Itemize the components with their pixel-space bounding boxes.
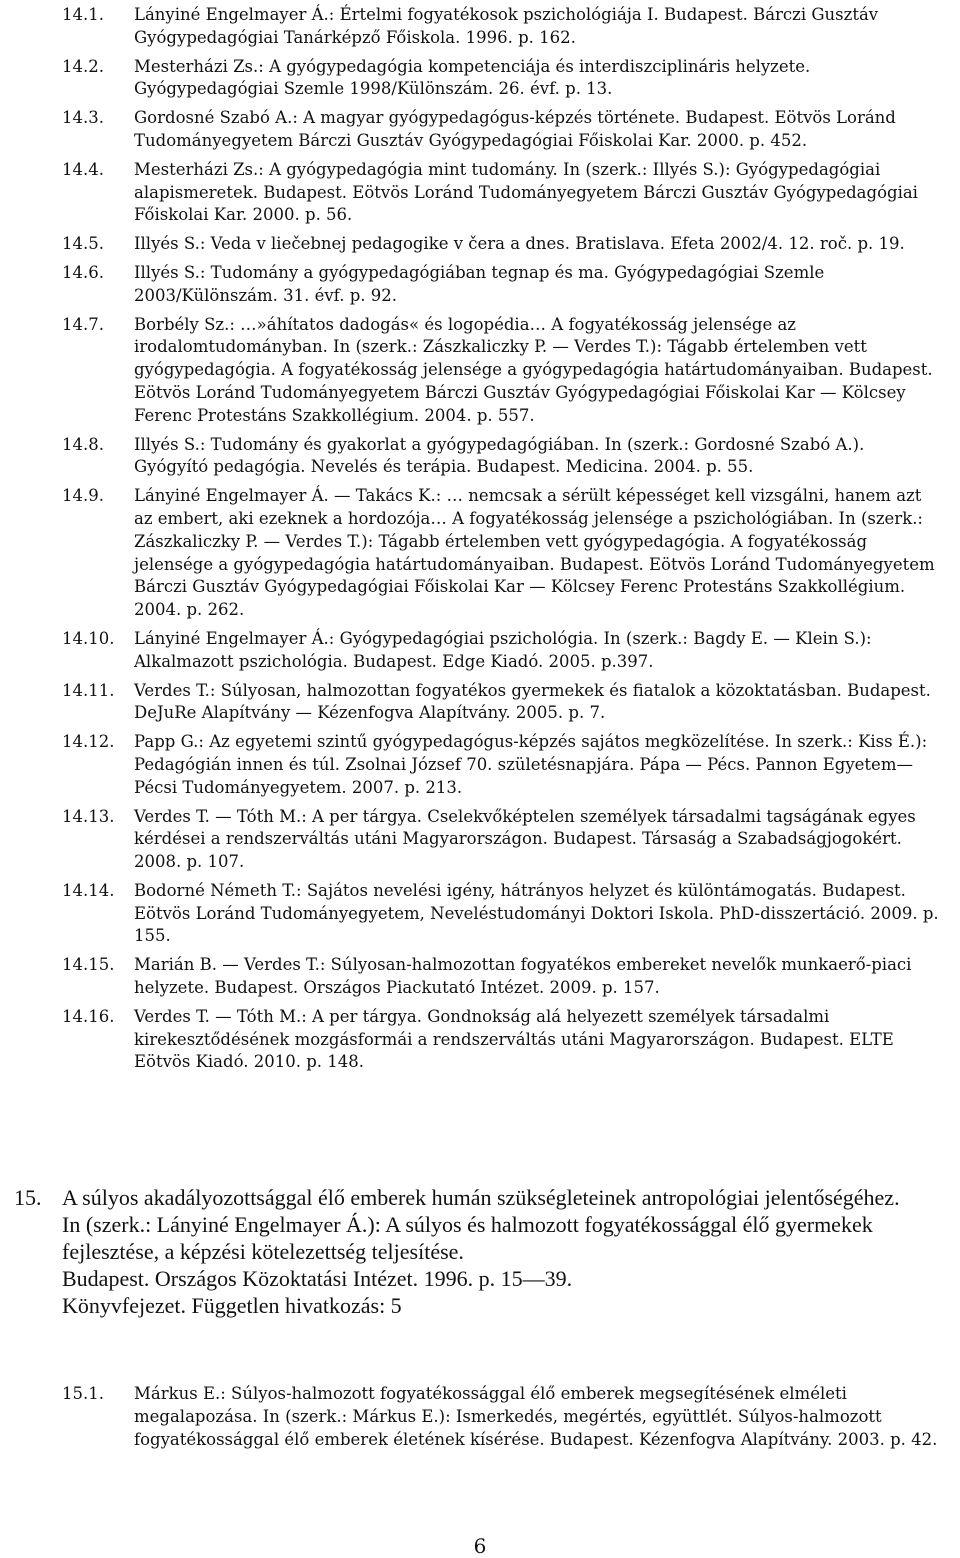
reference-list-14 (62, 4, 942, 1080)
reference-number: 14.1. (62, 5, 104, 24)
reference-number: 14.6. (62, 262, 104, 282)
reference-number: 14.9. (62, 486, 104, 506)
reference-number: 14.13. (62, 806, 115, 826)
reference-number: 14.5. (62, 234, 104, 254)
reference-number: 14.4. (62, 159, 104, 179)
reference-item (62, 485, 942, 622)
reference-item (62, 4, 942, 50)
reference-number: 14.12. (62, 732, 115, 752)
reference-text: Mesterházi Zs.: A gyógypedagógia mint tudomány. In (szerk.: Illyés S.): Gyógypedagógiai alapismeretek. Budapest. Eötvös Loránd Tudományegyetem Bárczi Gusztáv Gyógypedagógiai Főiskolai Kar. 2000. p. 56. (134, 159, 918, 225)
reference-text: Márkus E.: Súlyos-halmozott fogyatékossággal élő emberek megsegítésének elméleti megalapozása. In (szerk.: Márkus E.): Ismerkedés, megértés, együttlét. Súlyos-halmozott fogyatékossággal élő emberek életének kísérése. Budapest. Kézenfogva Alapítvány. 2003. p. 42. (134, 1384, 938, 1449)
reference-number: 14.8. (62, 434, 104, 454)
reference-number: 14.16. (62, 1006, 115, 1026)
reference-list-15 (62, 1383, 942, 1457)
reference-text: Papp G.: Az egyetemi szintű gyógypedagógus-képzés sajátos megközelítése. In szerk.: Kiss É.): Pedagógián innen és túl. Zsolnai József 70. születésnapjára. Pápa — Pécs. Pannon Egyetem— Pécsi Tudományegyetem. 2007. p. 213. (134, 732, 928, 797)
reference-text: Illyés S.: Tudomány a gyógypedagógiában tegnap és ma. Gyógypedagógiai Szemle 2003/Különszám. 31. évf. p. 92. (134, 262, 825, 305)
reference-text: Lányiné Engelmayer Á.: Gyógypedagógiai pszichológia. In (szerk.: Bagdy E. — Klein S.): Alkalmazott pszichológia. Budapest. Edge Kiadó. 2005. p.397. (134, 628, 872, 671)
reference-text: Lányiné Engelmayer Á.: Értelmi fogyatékosok pszichológiája I. Budapest. Bárczi Gusztáv Gyógypedagógiai Tanárképző Főiskola. 1996. p. 162. (134, 5, 879, 47)
reference-item (62, 1383, 942, 1451)
reference-item (62, 880, 942, 948)
reference-item (62, 680, 942, 726)
reference-text: Borbély Sz.: …»áhítatos dadogás« és logopédia… A fogyatékosság jelensége az irodalomtudományban. In (szerk.: Zászkaliczky P. — Verdes T.): Tágabb értelemben vett gyógypedagógia. A fogyatékosság jelensége a gyógypedagógia határtudományaiban. Budapest. Eötvös Loránd Tudományegyetem Bárczi Gusztáv Gyógypedagógiai Főiskolai Kar — Kölcsey Ferenc Protestáns Szakkollégium. 2004. p. 557. (134, 314, 933, 425)
reference-text: Illyés S.: Veda v liečebnej pedagogike v čera a dnes. Bratislava. Efeta 2002/4. 12. roč. p. 19. (134, 234, 905, 254)
reference-text: Illyés S.: Tudomány és gyakorlat a gyógypedagógiában. In (szerk.: Gordosné Szabó A.). Gyógyító pedagógia. Nevelés és terápia. Budapest. Medicina. 2004. p. 55. (134, 434, 865, 477)
reference-item (62, 434, 942, 480)
main-entry-body (62, 1184, 944, 1319)
reference-number: 14.10. (62, 628, 115, 648)
reference-number: 15.1. (62, 1384, 104, 1403)
reference-number: 14.3. (62, 108, 104, 128)
reference-item (62, 107, 942, 153)
main-entry-title: A súlyos akadályozottsággal élő emberek humán szükségleteinek antropológiai jelentőségéhez. (62, 1185, 900, 1210)
page-number: 6 (473, 1534, 487, 1558)
main-entry-number: 15. (14, 1185, 42, 1210)
reference-text: Bodorné Németh T.: Sajátos nevelési igény, hátrányos helyzet és különtámogatás. Budapest. Eötvös Loránd Tudományegyetem, Neveléstudományi Doktori Iskola. PhD-disszertáció. 2009. p. 155. (134, 880, 939, 946)
reference-text: Verdes T. — Tóth M.: A per tárgya. Gondnokság alá helyezett személyek társadalmi kirekesztődésének mozgásformái a rendszerváltás utáni Magyarországon. Budapest. ELTE Eötvös Kiadó. 2010. p. 148. (134, 1006, 894, 1072)
reference-text: Mesterházi Zs.: A gyógypedagógia kompetenciája és interdiszciplináris helyzete. Gyógypedagógiai Szemle 1998/Különszám. 26. évf. p. 13. (134, 56, 811, 99)
reference-item (62, 56, 942, 102)
reference-item (62, 628, 942, 674)
reference-number: 14.15. (62, 955, 115, 975)
reference-item (62, 314, 942, 428)
reference-number: 14.7. (62, 314, 104, 334)
reference-number: 14.11. (62, 680, 115, 700)
reference-text: Verdes T. — Tóth M.: A per tárgya. Cselekvőképtelen személyek társadalmi tagságának egyes kérdései a rendszerváltás utáni Magyarországon. Budapest. Társaság a Szabadságjogokért. 2008. p. 107. (134, 806, 916, 872)
reference-item (62, 233, 942, 256)
reference-item (62, 159, 942, 227)
main-entry-type: Könyvfejezet. Független hivatkozás: 5 (62, 1293, 402, 1318)
reference-item (62, 1006, 942, 1074)
reference-text: Gordosné Szabó A.: A magyar gyógypedagógus-képzés története. Budapest. Eötvös Loránd Tudományegyetem Bárczi Gusztáv Gyógypedagógiai Főiskolai Kar. 2000. p. 452. (134, 108, 896, 150)
reference-text: Marián B. — Verdes T.: Súlyosan-halmozottan fogyatékos embereket nevelők munkaerő-piaci helyzete. Budapest. Országos Piackutató Intézet. 2009. p. 157. (134, 955, 912, 998)
reference-item (62, 731, 942, 799)
reference-item (62, 954, 942, 1000)
reference-item (62, 806, 942, 874)
reference-number: 14.2. (62, 56, 104, 76)
reference-item (62, 262, 942, 308)
main-entry-publisher: Budapest. Országos Közoktatási Intézet. 1996. p. 15—39. (62, 1266, 573, 1291)
reference-number: 14.14. (62, 880, 115, 900)
main-entry-in: In (szerk.: Lányiné Engelmayer Á.): A súlyos és halmozott fogyatékossággal élő gyermekek fejlesztése, a képzési kötelezettség teljesítése. (62, 1212, 873, 1264)
reference-text: Verdes T.: Súlyosan, halmozottan fogyatékos gyermekek és fiatalok a közoktatásban. Budapest. DeJuRe Alapítvány — Kézenfogva Alapítvány. 2005. p. 7. (134, 680, 931, 723)
reference-text: Lányiné Engelmayer Á. — Takács K.: … nemcsak a sérült képességet kell vizsgálni, hanem azt az embert, aki ezeknek a hordozója… A fogyatékosság jelensége a pszichológiában. In (szerk.: Zászkaliczky P. — Verdes T.): Tágabb értelemben vett gyógypedagógia. A fogyatékosság jelensége a gyógypedagógia határtudományaiban. Budapest. Eötvös Loránd Tudományegyetem Bárczi Gusztáv Gyógypedagógiai Főiskolai Kar — Kölcsey Ferenc Protestáns Szakkollégium. 2004. p. 262. (134, 486, 935, 620)
main-entry-15 (14, 1184, 944, 1319)
